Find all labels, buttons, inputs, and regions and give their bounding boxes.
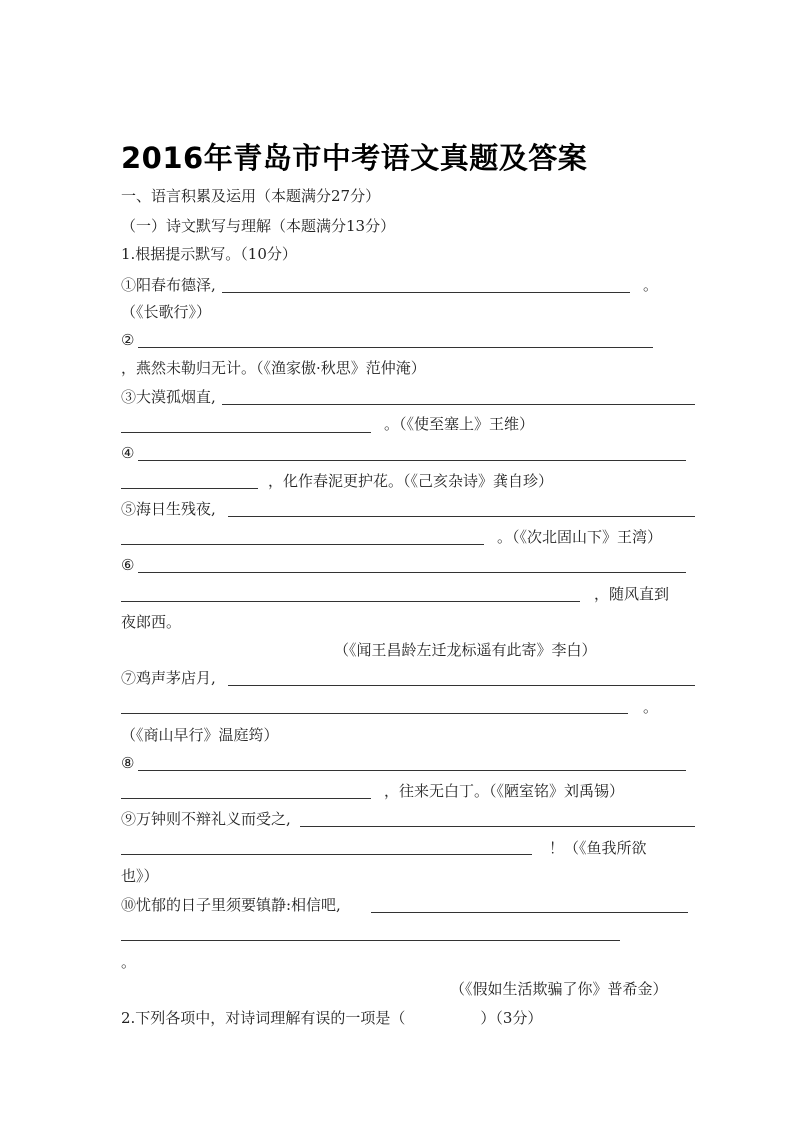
item-6-number: ⑥ <box>121 556 135 574</box>
answer-blank[interactable] <box>138 460 686 461</box>
item-9-source-cont: 也》） <box>121 867 159 885</box>
section-heading: 一、语言积累及运用（本题满分27分） <box>121 187 381 205</box>
answer-blank[interactable] <box>138 770 686 771</box>
item-4-number: ④ <box>121 444 135 462</box>
item-1-source: （《长歌行》） <box>121 303 212 321</box>
item-10-text: ⑩忧郁的日子里须要镇静:相信吧, <box>121 896 341 914</box>
answer-blank[interactable] <box>121 798 371 799</box>
item-1-text: ①阳春布德泽, <box>121 276 216 294</box>
item-9-source: ！（《鱼我所欲 <box>549 839 647 857</box>
answer-blank[interactable] <box>121 854 532 855</box>
item-10-source: （《假如生活欺骗了你》普希金） <box>450 980 668 998</box>
item-7-text: ⑦鸡声茅店月, <box>121 669 216 687</box>
item-6-text-cont: 夜郎西。 <box>121 613 182 631</box>
item-10-period: 。 <box>121 953 137 971</box>
item-6-source: （《闻王昌龄左迁龙标遥有此寄》李白） <box>334 641 597 659</box>
answer-blank[interactable] <box>121 601 580 602</box>
subsection-heading: （一）诗文默写与理解（本题满分13分） <box>121 217 396 235</box>
question-2-prompt: 2.下列各项中，对诗词理解有误的一项是（ ）（3分） <box>121 1009 543 1027</box>
item-2-number: ② <box>121 331 135 349</box>
item-6-text: ，随风直到 <box>594 585 670 603</box>
answer-blank[interactable] <box>300 826 695 827</box>
answer-blank[interactable] <box>222 292 630 293</box>
answer-blank[interactable] <box>371 912 688 913</box>
answer-blank[interactable] <box>121 544 484 545</box>
answer-blank[interactable] <box>138 572 686 573</box>
item-7-period: 。 <box>643 698 659 716</box>
answer-blank[interactable] <box>121 940 620 941</box>
item-3-source: 。（《使至塞上》王维） <box>384 415 535 433</box>
answer-blank[interactable] <box>222 404 695 405</box>
answer-blank[interactable] <box>138 347 653 348</box>
answer-blank[interactable] <box>228 685 695 686</box>
answer-blank[interactable] <box>121 713 628 714</box>
item-1-period: 。 <box>643 276 659 294</box>
item-5-source: 。（《次北固山下》王湾） <box>497 528 663 546</box>
answer-blank[interactable] <box>121 488 258 489</box>
item-2-text: ，燕然未勒归无计。（《渔家傲·秋思》范仲淹） <box>121 359 426 377</box>
item-3-text: ③大漠孤烟直, <box>121 388 216 406</box>
item-7-source: （《商山早行》温庭筠） <box>121 726 279 744</box>
page-title: 2016年青岛市中考语文真题及答案 <box>121 141 588 175</box>
item-8-number: ⑧ <box>121 754 135 772</box>
question-1-prompt: 1.根据提示默写。（10分） <box>121 245 297 263</box>
item-5-text: ⑤海日生残夜, <box>121 500 216 518</box>
item-9-text: ⑨万钟则不辩礼义而受之, <box>121 810 291 828</box>
answer-blank[interactable] <box>121 432 371 433</box>
answer-blank[interactable] <box>228 516 695 517</box>
item-4-text: ，化作春泥更护花。（《己亥杂诗》龚自珍） <box>268 472 554 490</box>
item-8-text: ，往来无白丁。（《陋室铭》刘禹锡） <box>384 782 625 800</box>
